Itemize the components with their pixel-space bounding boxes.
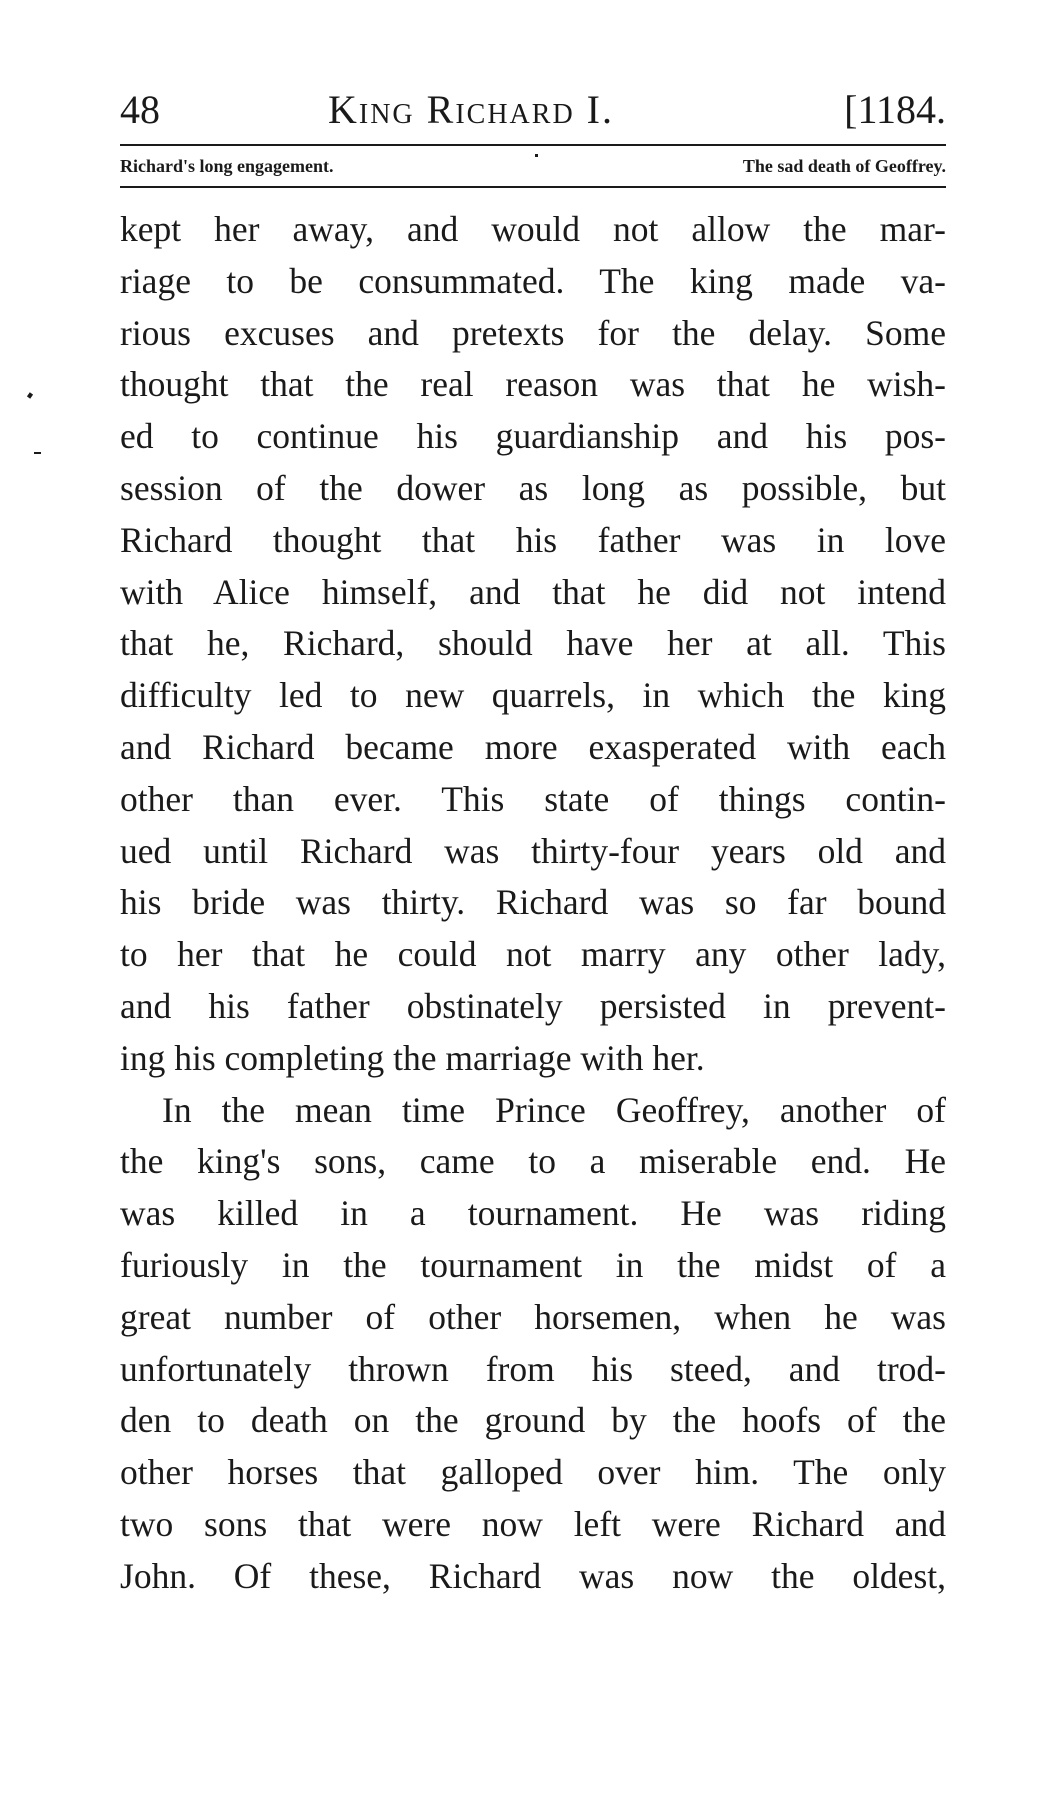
text-line: the king's sons, came to a miserable end. He bbox=[120, 1141, 946, 1182]
text-line: session of the dower as long as possible, but bbox=[120, 467, 946, 508]
text-line: and his father obstinately persisted in prevent- bbox=[120, 985, 946, 1026]
text-line: two sons that were now left were Richard and bbox=[120, 1503, 946, 1544]
text-line: to her that he could not marry any other lady, bbox=[120, 934, 946, 975]
text-line: other horses that galloped over him. The only bbox=[120, 1452, 946, 1493]
text-line: was killed in a tournament. He was riding bbox=[120, 1193, 946, 1234]
book-title: King Richard I. bbox=[328, 87, 614, 132]
book-page bbox=[120, 80, 946, 1603]
text-line: ued until Richard was thirty-four years old and bbox=[120, 830, 946, 871]
text-line: den to death on the ground by the hoofs of the bbox=[120, 1400, 946, 1441]
text-line: and Richard became more exasperated with each bbox=[120, 726, 946, 767]
subhead-right: The sad death of Geoffrey. bbox=[742, 156, 946, 176]
text-line: kept her away, and would not allow the mar- bbox=[120, 209, 946, 249]
printer-dot bbox=[535, 154, 538, 157]
subhead-left: Richard's long engagement. bbox=[120, 156, 334, 176]
body-text bbox=[120, 204, 946, 1603]
paragraph-1 bbox=[120, 204, 946, 1085]
text-line: with Alice himself, and that he did not intend bbox=[120, 571, 946, 612]
margin-speck bbox=[34, 452, 41, 454]
text-line: Richard thought that his father was in love bbox=[120, 519, 946, 560]
text-line: thought that the real reason was that he wish- bbox=[120, 364, 946, 405]
page-number: 48 bbox=[120, 87, 160, 132]
text-line: In the mean time Prince Geoffrey, another of bbox=[162, 1089, 946, 1130]
text-line: difficulty led to new quarrels, in which the king bbox=[120, 675, 946, 716]
margin-speck bbox=[27, 392, 33, 398]
text-line: that he, Richard, should have her at all. This bbox=[120, 623, 946, 664]
text-line: rious excuses and pretexts for the delay. Some bbox=[120, 312, 946, 353]
text-line: his bride was thirty. Richard was so far bound bbox=[120, 882, 946, 923]
text-line: ed to continue his guardianship and his pos- bbox=[120, 416, 946, 457]
text-line: unfortunately thrown from his steed, and trod- bbox=[120, 1348, 946, 1389]
paragraph-2 bbox=[120, 1085, 946, 1603]
side-headings bbox=[120, 146, 946, 186]
text-line: furiously in the tournament in the midst of a bbox=[120, 1244, 946, 1285]
running-head bbox=[120, 80, 946, 140]
text-line: great number of other horsemen, when he was bbox=[120, 1296, 946, 1337]
bottom-rule bbox=[120, 186, 946, 188]
text-line: other than ever. This state of things contin- bbox=[120, 778, 946, 819]
year-marker: [1184. bbox=[844, 87, 946, 132]
text-line: ing his completing the marriage with her. bbox=[120, 1037, 705, 1078]
text-line: riage to be consummated. The king made va- bbox=[120, 260, 946, 301]
text-line: John. Of these, Richard was now the oldest, bbox=[120, 1555, 946, 1596]
